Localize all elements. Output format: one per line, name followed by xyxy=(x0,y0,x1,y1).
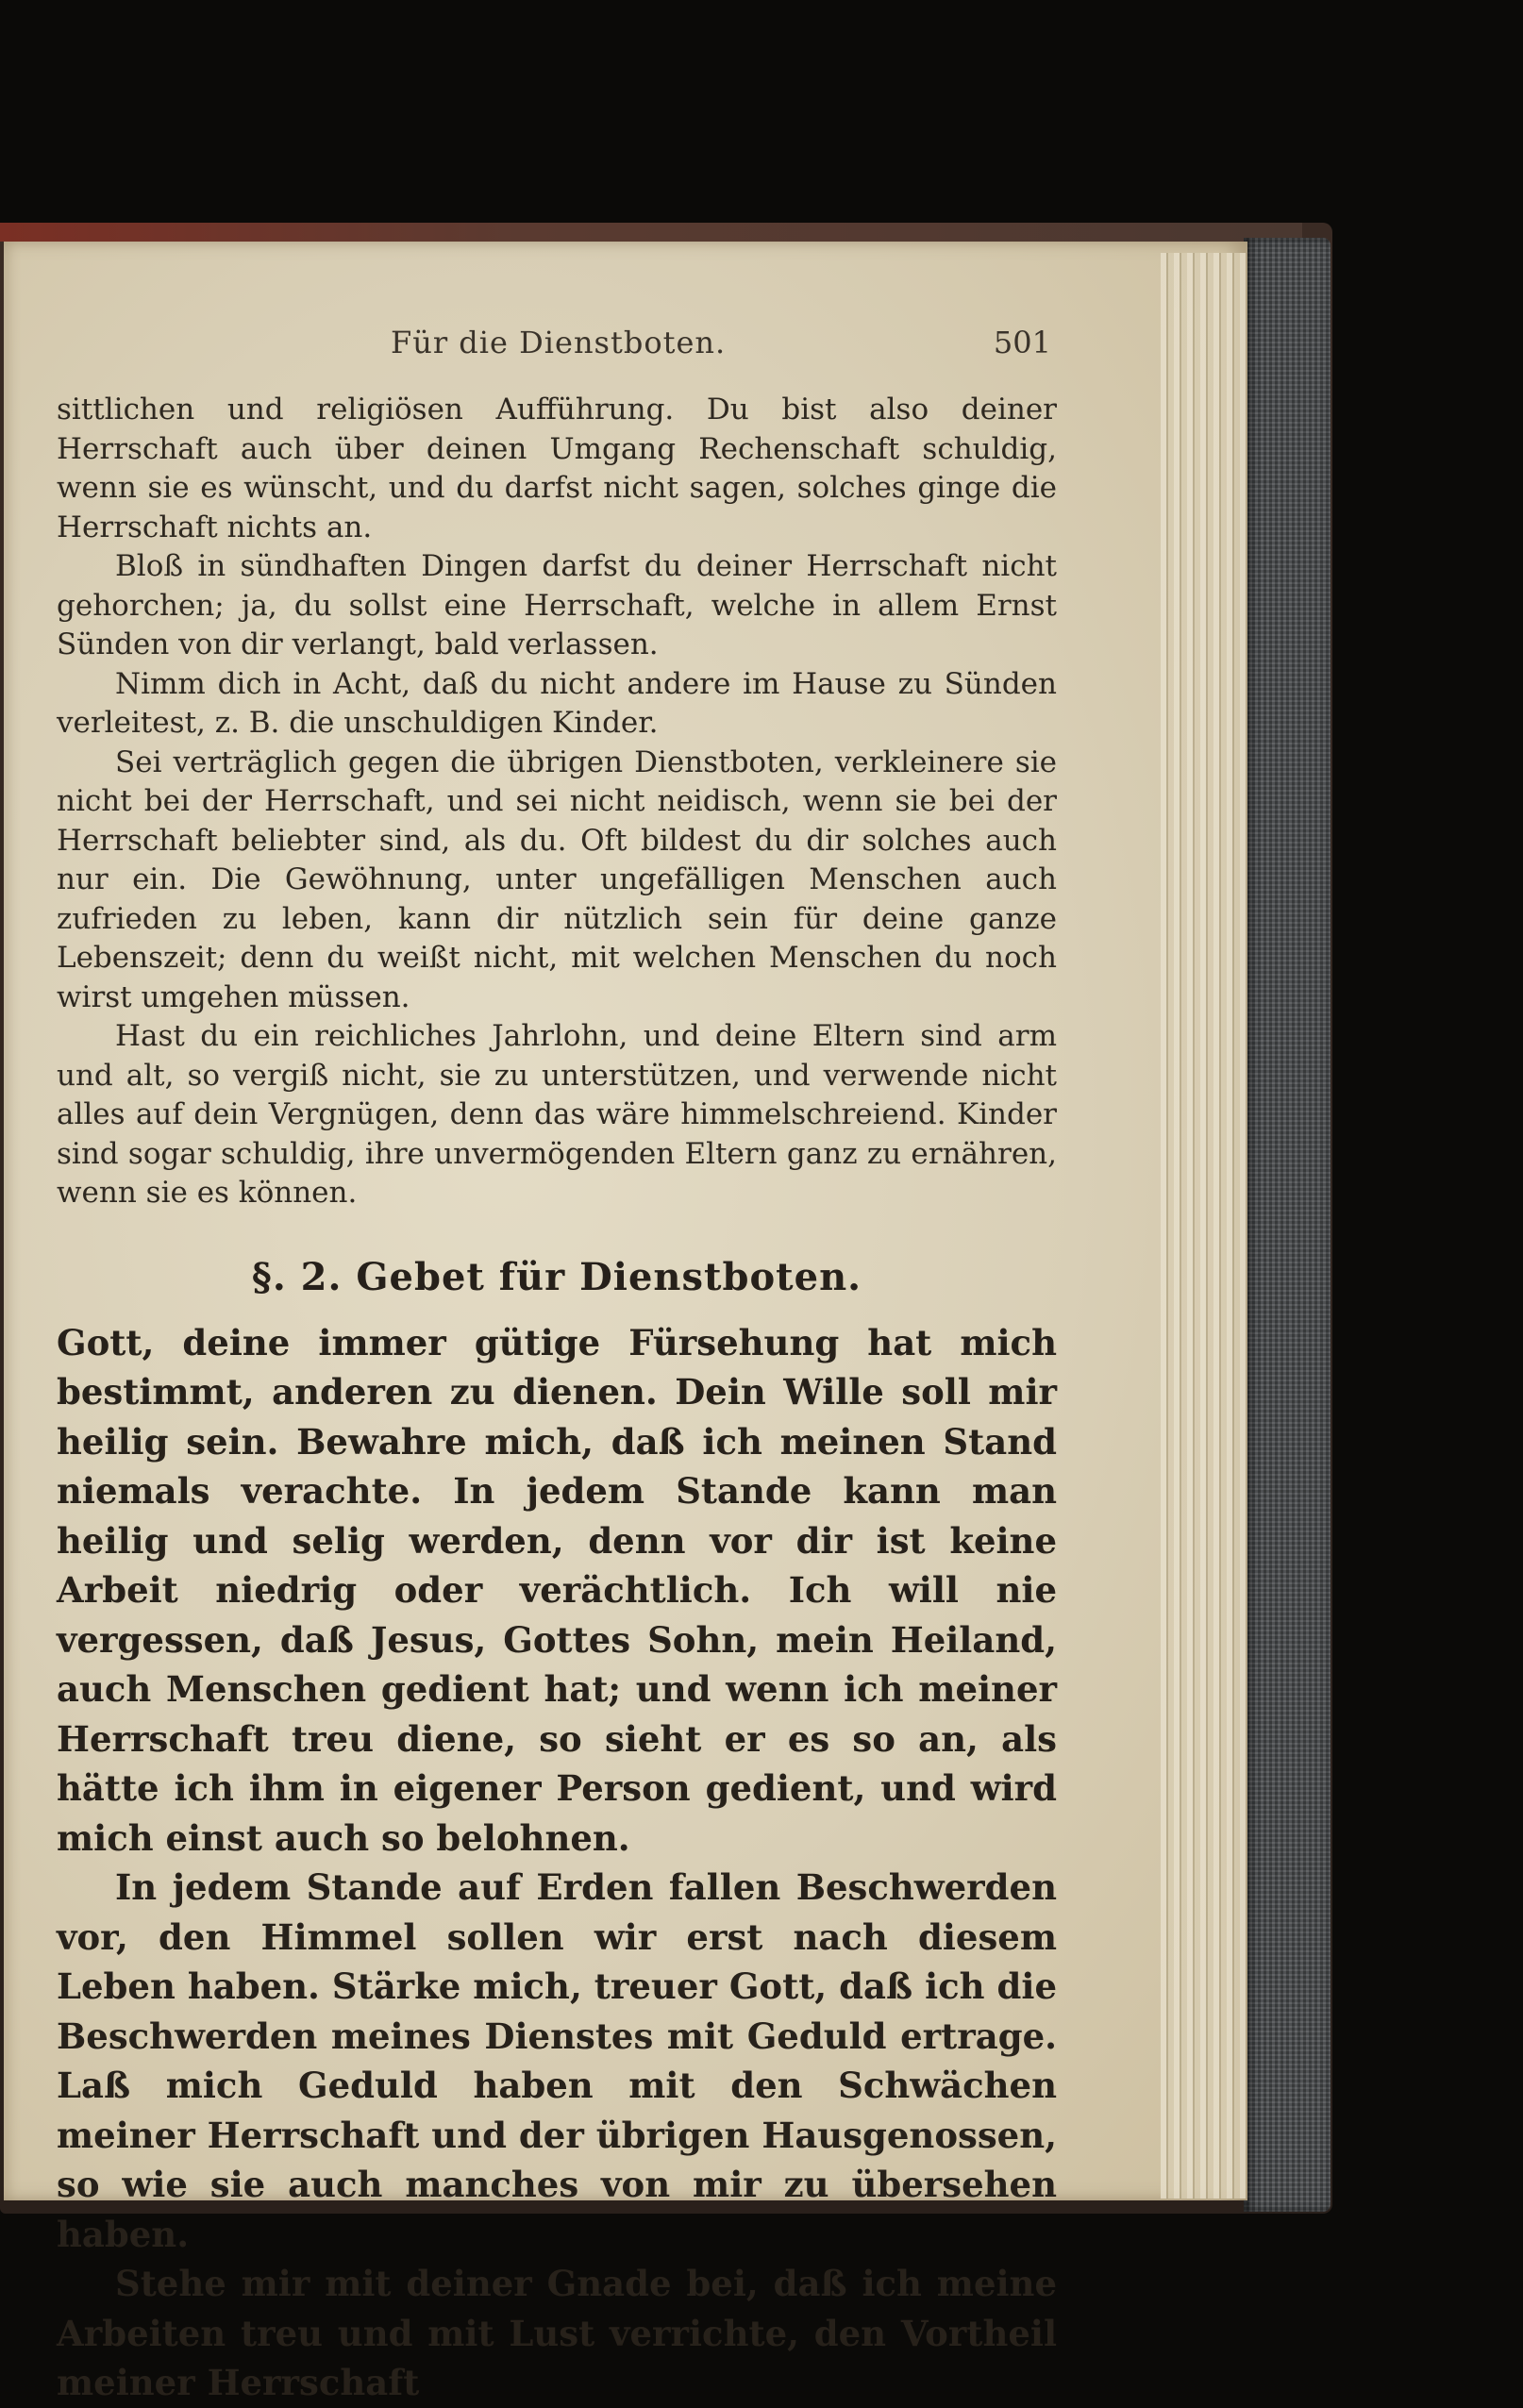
paragraph: Nimm dich in Acht, daß du nicht andere im Hause zu Sünden verleitest, z. B. die unschuldigen Kinder. xyxy=(57,666,1057,740)
paragraph: Hast du ein reichliches Jahrlohn, und deine Eltern sind arm und alt, so vergiß nicht, sie zu unterstützen, und verwende nicht alles auf dein Vergnügen, denn das wäre himmelschreiend. Kinder sind sogar schuldig, ihre unvermögenden Eltern ganz zu ernähren, wenn sie es können. xyxy=(57,1019,1057,1210)
page-body xyxy=(57,391,1057,2408)
paragraph: Sei verträglich gegen die übrigen Dienstboten, verkleinere sie nicht bei der Herrschaft, und sei nicht neidisch, wenn sie bei der Herrschaft beliebter sind, als du. Oft bildest du dir solches auch nur ein. Die Gewöhnung, unter ungefälligen Menschen auch zufrieden zu leben, kann dir nützlich sein für deine ganze Lebenszeit; denn du weißt nicht, mit welchen Menschen du noch wirst umgehen müssen. xyxy=(57,744,1057,1014)
page-edges xyxy=(1161,253,1246,2199)
running-title: Für die Dienstboten. xyxy=(391,325,727,360)
prayer-paragraph: Gott, deine immer gütige Fürsehung hat mich bestimmt, anderen zu dienen. Dein Wille soll mir heilig sein. Bewahre mich, daß ich meinen Stand niemals verachte. In jedem Stande kann man heilig und selig werden, denn vor dir ist keine Arbeit niedrig oder verächtlich. Ich will nie vergessen, daß Jesus, Gottes Sohn, mein Heiland, auch Menschen gedient hat; und wenn ich meiner Herrschaft treu diene, so sieht er es so an, als hätte ich ihm in eigener Person gedient, und wird mich einst auch so belohnen. xyxy=(57,1321,1057,1859)
cover-edge xyxy=(0,223,1302,242)
paragraph: sittlichen und religiösen Aufführung. Du bist also deiner Herrschaft auch über deinen Umgang Rechenschaft schuldig, wenn sie es wünscht, und du darfst nicht sagen, solches ginge die Herrschaft nichts an. xyxy=(57,393,1057,544)
book-spine xyxy=(1244,238,1331,2212)
section-heading: §. 2. Gebet für Dienstboten. xyxy=(251,1254,862,1299)
running-head xyxy=(60,325,1051,362)
paragraph: Bloß in sündhaften Dingen darfst du deiner Herrschaft nicht gehorchen; ja, du sollst eine Herrschaft, welche in allem Ernst Sünden von dir verlangt, bald verlassen. xyxy=(57,549,1057,661)
page-number: 501 xyxy=(993,325,1051,360)
prayer-paragraph: Stehe mir mit deiner Gnade bei, daß ich meine Arbeiten treu und mit Lust verrichte, den Vortheil meiner Herrschaft xyxy=(57,2263,1057,2403)
prayer-paragraph: In jedem Stande auf Erden fallen Beschwerden vor, den Himmel sollen wir erst nach diesem Leben haben. Stärke mich, treuer Gott, daß ich die Beschwerden meines Dienstes mit Geduld ertrage. Laß mich Geduld haben mit den Schwächen meiner Herrschaft und der übrigen Hausgenossen, so wie sie auch manches von mir zu übersehen haben. xyxy=(57,1866,1057,2255)
